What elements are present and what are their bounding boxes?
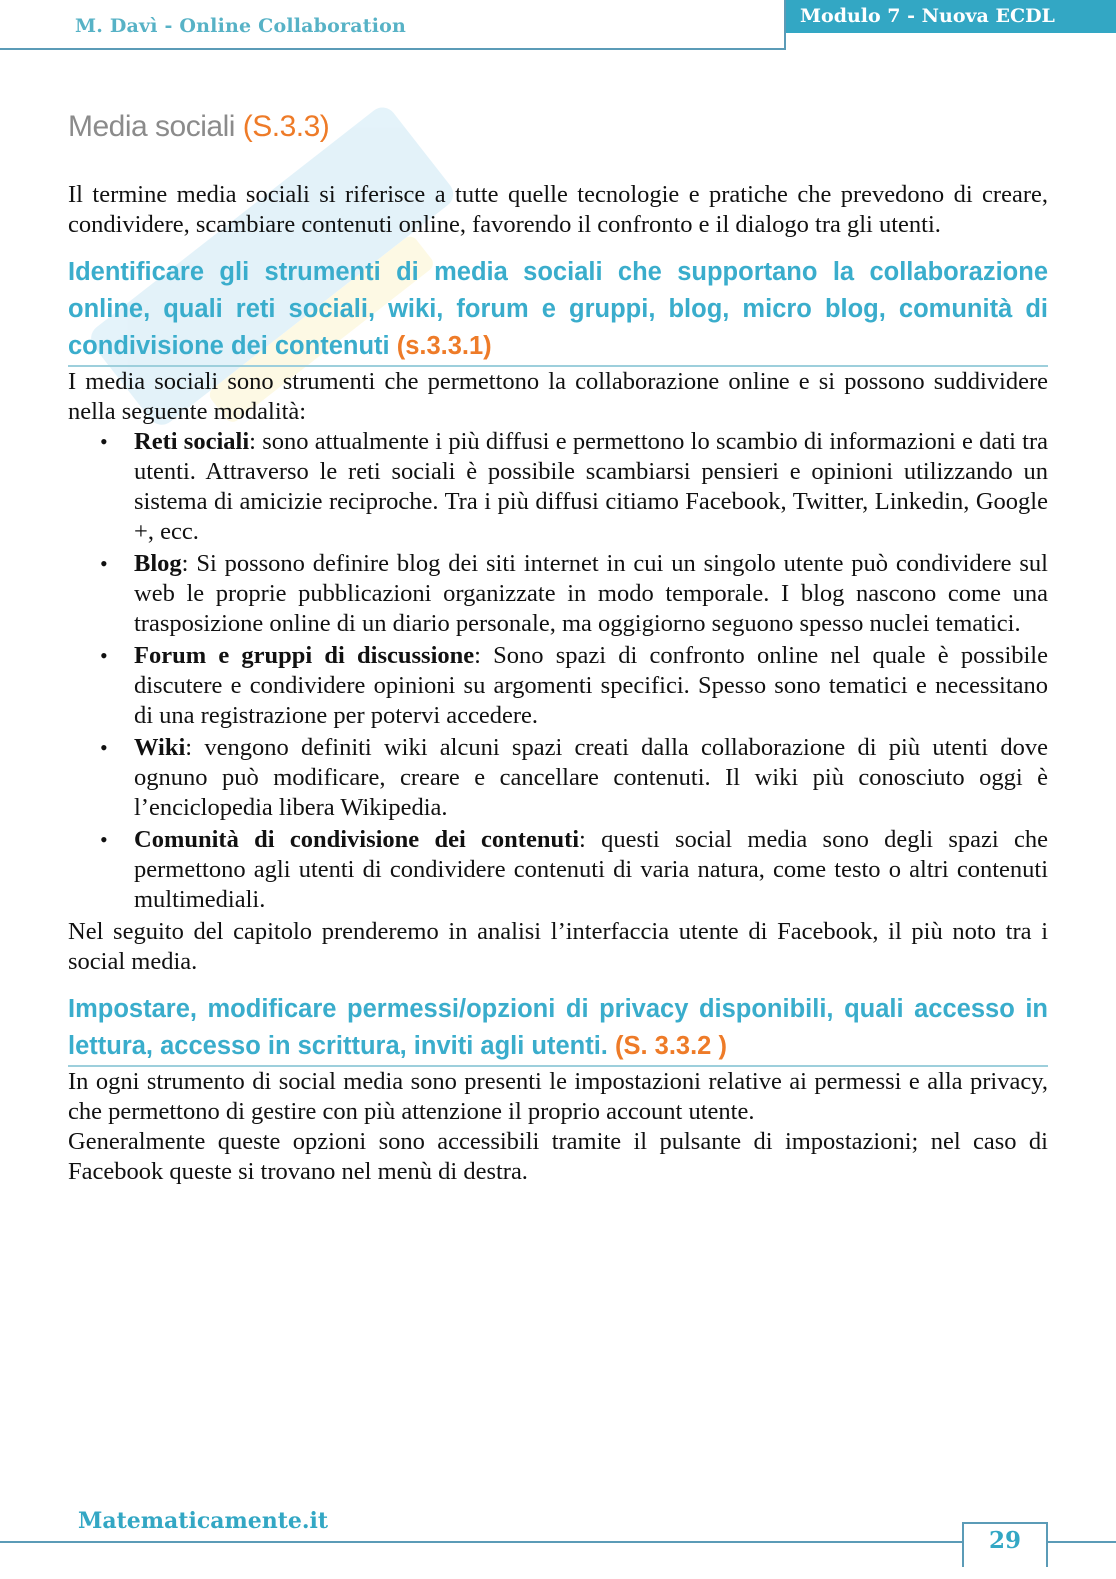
list-item-term: Comunità di condivisione dei contenuti [134,826,580,853]
list-item-term: Wiki [134,734,186,761]
page-number: 29 [988,1527,1021,1554]
section2-paragraph-1: In ogni strumento di social media sono presenti le impostazioni relative ai permessi e alla privacy, che permettono di gestire con più attenzione il proprio account utente. [68,1068,1048,1125]
list-item [134,641,1048,731]
footer-site: Matematicamente.it [78,1508,329,1534]
list-item [134,549,1048,639]
list-item-term: Forum e gruppi di discussione [134,642,475,669]
section1-heading-text: Identificare gli strumenti di media sociali che supportano la collaborazione online, quali reti sociali, wiki, forum e gruppi, blog, micro blog, comunità di condivisione dei contenuti [68,258,1048,360]
section2-heading-text: Impostare, modificare permessi/opzioni di privacy disponibili, quali accesso in lettura, accesso in scrittura, inviti agli utenti. [68,995,1048,1060]
header-author: M. Davì - Online Collaboration [75,15,407,37]
header-module: Modulo 7 - Nuova ECDL [800,5,1055,27]
list-item-text: : sono attualmente i più diffusi e permettono lo scambio di informazioni e dati tra utenti. Attraverso le reti sociali è possibile scambiarsi pensieri e opinioni utilizzando un sistema di amicizie reciproche. Tra i più diffusi citiamo Facebook, Twitter, Linkedin, Google +, ecc. [134,428,1048,545]
title-code: (S.3.3) [242,110,330,143]
list-item [134,825,1048,915]
section2-code: (S. 3.3.2 ) [614,1032,727,1060]
intro-paragraph: Il termine media sociali si riferisce a tutte quelle tecnologie e pratiche che prevedono di creare, condividere, scambiare contenuti online, favorendo il confronto e il dialogo tra gli utenti. [68,181,1048,238]
section2-paragraph-2: Generalmente queste opzioni sono accessibili tramite il pulsante di impostazioni; nel caso di Facebook queste si trovano nel menù di destra. [68,1128,1048,1185]
list-item-text: : vengono definiti wiki alcuni spazi creati dalla collaborazione di più utenti dove ognuno può modificare, creare e cancellare contenuti. Il wiki più conosciuto oggi è l’enciclopedia libera Wikipedia. [134,734,1048,821]
social-media-list [68,427,1048,915]
section2-heading [68,991,1048,1067]
footer-rule [0,1541,962,1543]
list-item-text: : questi social media sono degli spazi che permettono agli utenti di condividere contenuti di varia natura, come testo o altri contenuti multimediali. [134,826,1049,913]
list-item-term: Blog [134,550,182,577]
footer-rule-right [1048,1541,1116,1543]
list-item-text: : Sono spazi di confronto online nel quale è possibile discutere e condividere opinioni su argomenti specifici. Spesso sono tematici e necessitano di una registrazione per potervi accedere. [134,642,1048,729]
list-item [134,733,1048,823]
list-item-term: Reti sociali [134,428,250,455]
page-title [68,110,1048,144]
section1-code: (s.3.3.1) [396,332,492,360]
section1-heading [68,254,1048,367]
section1-lead: I media sociali sono strumenti che permettono la collaborazione online e si possono suddividere nella seguente modalità: [68,368,1048,425]
page-content [68,110,1048,1187]
title-text: Media sociali [68,110,243,143]
list-item-text: : Si possono definire blog dei siti internet in cui un singolo utente può condividere sul web le proprie pubblicazioni organizzate in modo temporale. I blog nascono come una trasposizione online di un diario personale, ma oggigiorno seguono spesso nuclei tematici. [134,550,1048,637]
section1-closing: Nel seguito del capitolo prenderemo in analisi l’interfaccia utente di Facebook, il più noto tra i social media. [68,918,1048,975]
list-item [134,427,1048,547]
